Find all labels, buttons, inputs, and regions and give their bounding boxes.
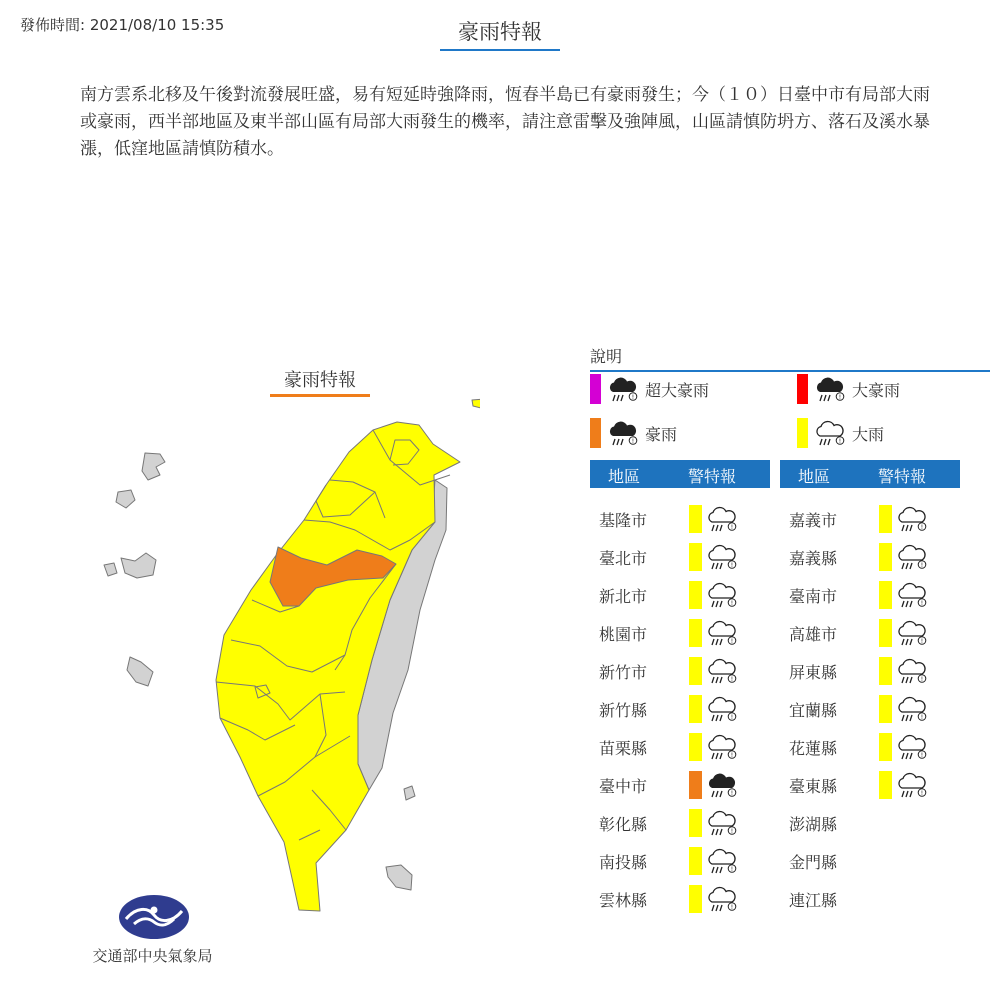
county-row: [780, 728, 960, 766]
county-name: 花蓮縣: [789, 739, 838, 758]
warning-level-bar: [689, 505, 702, 533]
county-name: 臺中市: [599, 777, 648, 796]
svg-text:!: !: [730, 828, 734, 835]
svg-text:!: !: [730, 562, 734, 569]
legend-label: 超大豪雨: [645, 380, 710, 400]
svg-text:!: !: [730, 524, 734, 531]
warning-level-bar: [879, 657, 892, 685]
outline-cloud-rain-icon: [896, 656, 928, 686]
warning-level-bar: [879, 733, 892, 761]
warning-level-bar: [879, 581, 892, 609]
legend-swatch: [797, 374, 808, 404]
outline-cloud-rain-icon: [706, 694, 738, 724]
county-row: [780, 652, 960, 690]
county-row: [780, 880, 960, 918]
county-row: [590, 880, 770, 918]
header-warning: 警特報: [688, 467, 737, 486]
warning-level-bar: [689, 733, 702, 761]
warning-level-bar: [879, 505, 892, 533]
header-warning: 警特報: [878, 467, 927, 486]
county-name: 嘉義市: [789, 511, 838, 530]
agency-name: 交通部中央氣象局: [92, 947, 213, 965]
outline-cloud-rain-icon: [706, 808, 738, 838]
outline-cloud-rain-icon: [706, 580, 738, 610]
county-row: [590, 538, 770, 576]
warning-level-bar: [689, 619, 702, 647]
island-matsu-mid: [116, 490, 135, 508]
page-title: 豪雨特報: [440, 16, 560, 51]
table-header-left: [590, 460, 770, 488]
legend-item-extreme: [590, 373, 709, 405]
header-region: 地區: [798, 467, 831, 486]
county-row: [780, 690, 960, 728]
legend-swatch: [590, 374, 601, 404]
outline-cloud-rain-icon: [896, 504, 928, 534]
issue-time: 發佈時間: 2021/08/10 15:35: [20, 16, 225, 34]
county-row: [590, 728, 770, 766]
county-row: [590, 614, 770, 652]
outline-cloud-rain-icon: [896, 732, 928, 762]
outline-cloud-rain-icon: [706, 618, 738, 648]
legend-swatch: [590, 418, 601, 448]
county-name: 宜蘭縣: [789, 701, 838, 720]
county-name: 嘉義縣: [789, 549, 838, 568]
legend-swatch: [797, 418, 808, 448]
county-name: 桃園市: [599, 625, 648, 644]
county-name: 屏東縣: [789, 663, 838, 682]
table-header-right: [780, 460, 960, 488]
svg-text:!: !: [920, 714, 924, 721]
county-row: [780, 766, 960, 804]
county-name: 臺北市: [599, 549, 648, 568]
svg-text:!: !: [631, 438, 635, 445]
island-green: [404, 786, 415, 800]
warning-level-bar: [879, 695, 892, 723]
county-name: 苗栗縣: [599, 739, 648, 758]
warning-level-bar: [689, 885, 702, 913]
county-row: [590, 652, 770, 690]
county-row: [590, 766, 770, 804]
legend-label: 豪雨: [645, 424, 678, 444]
svg-text:!: !: [730, 600, 734, 607]
county-name: 臺南市: [789, 587, 838, 606]
island-matsu-north: [142, 453, 165, 480]
svg-text:!: !: [920, 676, 924, 683]
county-row: [780, 576, 960, 614]
legend-title: 說明: [590, 344, 990, 372]
county-name: 基隆市: [599, 511, 648, 530]
county-row: [590, 842, 770, 880]
island-orchid: [386, 865, 412, 890]
county-name: 新竹市: [599, 663, 648, 682]
island-keelung: [472, 399, 480, 409]
warning-level-bar: [689, 771, 702, 799]
dark-cloud-rain-icon: [607, 374, 639, 404]
svg-text:!: !: [730, 904, 734, 911]
legend-item-heavy-rain: [797, 417, 884, 449]
county-name: 南投縣: [599, 853, 648, 872]
outline-cloud-rain-icon: [706, 542, 738, 572]
svg-text:!: !: [920, 752, 924, 759]
svg-text:!: !: [730, 790, 734, 797]
dark-cloud-rain-icon: [607, 418, 639, 448]
county-name: 臺東縣: [789, 777, 838, 796]
island-kinmen-small: [104, 563, 117, 576]
county-name: 彰化縣: [599, 815, 648, 834]
outline-cloud-rain-icon: [706, 732, 738, 762]
legend-label: 大豪雨: [852, 380, 901, 400]
legend-label: 大雨: [852, 424, 885, 444]
svg-text:!: !: [631, 394, 635, 401]
county-row: [590, 690, 770, 728]
dark-cloud-rain-icon: [706, 770, 738, 800]
svg-text:!: !: [730, 866, 734, 873]
svg-text:!: !: [730, 752, 734, 759]
svg-text:!: !: [838, 438, 842, 445]
county-row: [590, 804, 770, 842]
county-name: 高雄市: [789, 625, 838, 644]
warning-level-bar: [879, 771, 892, 799]
outline-cloud-rain-icon: [896, 618, 928, 648]
warning-level-bar: [689, 581, 702, 609]
taiwan-warning-map: [90, 390, 480, 920]
outline-cloud-rain-icon: [706, 846, 738, 876]
svg-text:!: !: [730, 676, 734, 683]
county-name: 雲林縣: [599, 891, 648, 910]
svg-text:!: !: [920, 638, 924, 645]
map-title: 豪雨特報: [270, 366, 370, 397]
svg-text:!: !: [920, 790, 924, 797]
county-name: 澎湖縣: [789, 815, 838, 834]
svg-text:!: !: [920, 562, 924, 569]
warning-bulletin: 南方雲系北移及午後對流發展旺盛，易有短延時強降雨，恆春半島已有豪雨發生；今（１０）日臺中市有局部大雨或豪雨，西半部地區及東半部山區有局部大雨發生的機率，請注意雷擊及強陣風，山區請慎防坍方、落石及溪水暴漲，低窪地區請慎防積水。: [80, 85, 930, 159]
svg-text:!: !: [920, 524, 924, 531]
warning-level-bar: [879, 619, 892, 647]
county-row: [780, 842, 960, 880]
svg-text:!: !: [920, 600, 924, 607]
warning-level-bar: [689, 657, 702, 685]
county-row: [590, 500, 770, 538]
county-row: [780, 500, 960, 538]
warning-level-bar: [879, 543, 892, 571]
county-name: 金門縣: [789, 853, 838, 872]
legend-item-torrential: [590, 417, 677, 449]
outline-cloud-rain-icon: [896, 542, 928, 572]
outline-cloud-rain-icon: [896, 694, 928, 724]
county-row: [780, 538, 960, 576]
svg-text:!: !: [730, 638, 734, 645]
outline-cloud-rain-icon: [896, 580, 928, 610]
county-name: 新北市: [599, 587, 648, 606]
outline-cloud-rain-icon: [814, 418, 846, 448]
island-kinmen: [121, 553, 156, 578]
outline-cloud-rain-icon: [706, 656, 738, 686]
island-penghu: [127, 657, 153, 686]
outline-cloud-rain-icon: [706, 504, 738, 534]
county-row: [590, 576, 770, 614]
outline-cloud-rain-icon: [896, 770, 928, 800]
county-row: [780, 614, 960, 652]
county-name: 新竹縣: [599, 701, 648, 720]
main-island-heavy-rain: [216, 422, 460, 911]
outline-cloud-rain-icon: [706, 884, 738, 914]
warning-level-bar: [689, 543, 702, 571]
header-region: 地區: [608, 467, 641, 486]
warning-level-bar: [689, 809, 702, 837]
county-name: 連江縣: [789, 891, 838, 910]
svg-text:!: !: [730, 714, 734, 721]
dark-cloud-rain-icon: [814, 374, 846, 404]
legend-item-very-torrential: [797, 373, 900, 405]
warning-level-bar: [689, 847, 702, 875]
svg-text:!: !: [838, 394, 842, 401]
county-row: [780, 804, 960, 842]
cwb-logo: [118, 893, 190, 941]
warning-level-bar: [689, 695, 702, 723]
